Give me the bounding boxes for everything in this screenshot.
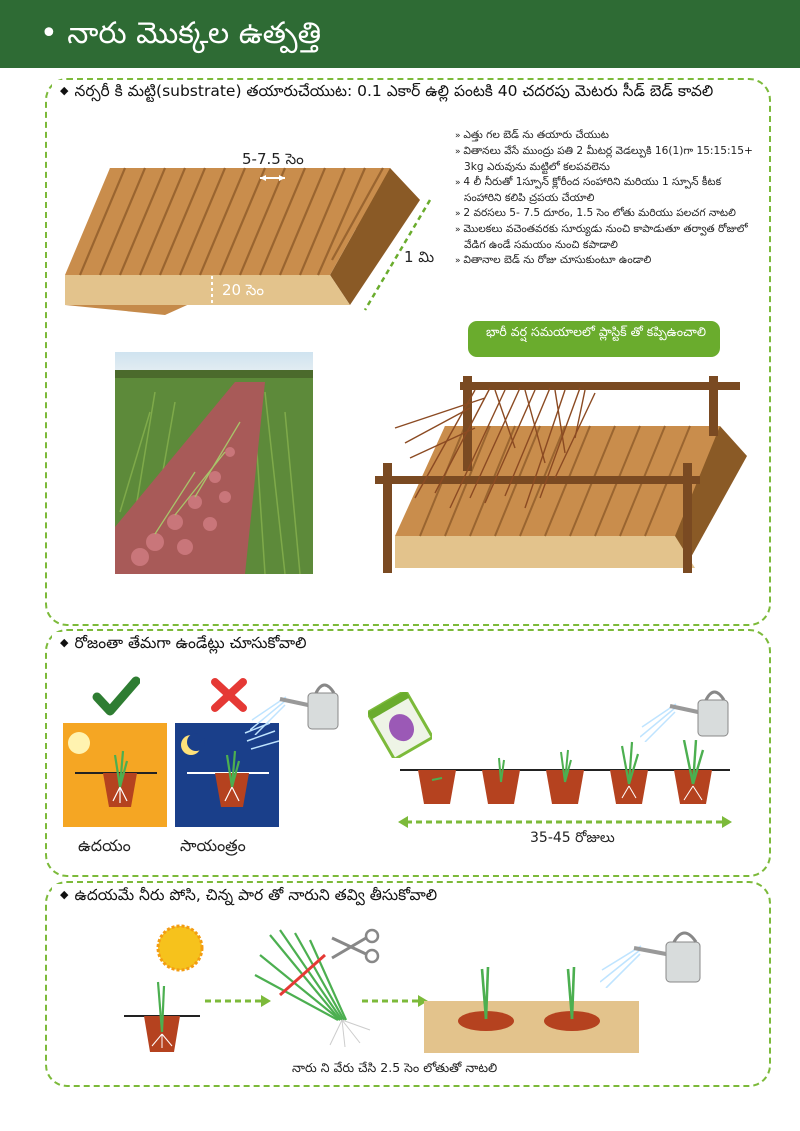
watering-can-icon — [600, 922, 715, 988]
duration-arrow — [398, 815, 732, 829]
scissors-icon — [330, 928, 380, 964]
duration-label: 35-45 రోజులు — [530, 830, 615, 846]
evening-label: సాయంత్రం — [180, 836, 246, 855]
height-label: 20 సెం — [222, 281, 264, 299]
morning-panel — [63, 723, 167, 827]
evening-panel — [175, 723, 279, 827]
instruction-item: » ఎత్తు గల బెడ్ ను తయారు చేయుట — [455, 128, 755, 144]
rain-cover-banner: భారీ వర్ష సమయాలలో ప్లాస్టిక్ తో కప్పిఉంచాలి — [468, 321, 720, 357]
watering-can-icon — [250, 675, 350, 735]
length-label: 1 మి — [404, 248, 435, 266]
instruction-item: » 4 లీ నీరుతో 1స్పూన్ క్లోరీంద సంహారిని మరియు 1 స్పూన్ కీటక సంహారిని కలిపి చ్రపయ చేయాలి — [455, 175, 755, 206]
transplant-caption: నారు ని వేరు చేసి 2.5 సెం లోతుతో నాటలి — [292, 1060, 498, 1075]
section2-title: ◆ రోజంతా తేమగా ఉండేట్లు చూసుకోవాలి — [52, 632, 314, 654]
covered-bed-illustration — [375, 368, 755, 580]
section3-title: ◆ ఉదయమే నీరు పోసి, చిన్న పార తో నారుని తవ్వి తీసుకోవాలి — [52, 884, 445, 906]
flow-arrow — [362, 995, 428, 1007]
section3-title-text: ఉదయమే నీరు పోసి, చిన్న పార తో నారుని తవ్వి తీసుకోవాలి — [74, 886, 438, 904]
section2-title-text: రోజంతా తేమగా ఉండేట్లు చూసుకోవాలి — [74, 634, 307, 652]
page-title: • నారు మొక్కల ఉత్పత్తి — [40, 16, 322, 51]
section1-title: ◆ నర్సరీ కి మట్టి(substrate) తయారుచేయుట: 0.1 ఎకార్ ఉల్లి పంటకి 40 చదరపు మెటరు సీడ్ బెడ్ కావలి — [52, 80, 721, 102]
instruction-item: » మొలకలు వచెంతవరకు సూర్యుడు నుంచి కాపాడుతూ తర్వాత రోజులో వేడిగ ఉండే సమయం నుంచి కపాడాలి — [455, 222, 755, 253]
instruction-item: » 2 వరసలు 5- 7.5 దూరం, 1.5 సెం లోతు మరియు పలచగ నాటలి — [455, 206, 755, 222]
header-bar — [0, 0, 800, 68]
seedling-pot-icon — [122, 980, 202, 1056]
seedling-growth-row — [400, 740, 730, 810]
watering-can-icon — [640, 682, 740, 742]
instruction-item: » వితానాల బెడ్ ను రోజు చూసుకుంటూ ఉండాలి — [455, 253, 755, 269]
section1-title-text: నర్సరీ కి మట్టి(substrate) తయారుచేయుట: 0.1 ఎకార్ ఉల్లి పంటకి 40 చదరపు మెటరు సీడ్ బెడ్ కావలి — [74, 82, 714, 100]
instruction-item: » వితానలు వేసే ముంద్రు పతి 2 మీటర్ల వెడల్పుకి 16(1)గా 15:15:15+ 3kg ఎరువును మట్టిలో కలపవలెను — [455, 144, 755, 175]
instructions-list — [455, 128, 755, 269]
cross-icon — [210, 677, 248, 713]
morning-label: ఉదయం — [78, 836, 131, 855]
spacing-label: 5-7.5 సెం — [242, 150, 304, 168]
check-icon — [92, 675, 140, 717]
onion-field-photo — [115, 352, 313, 574]
sun-icon — [152, 920, 208, 976]
